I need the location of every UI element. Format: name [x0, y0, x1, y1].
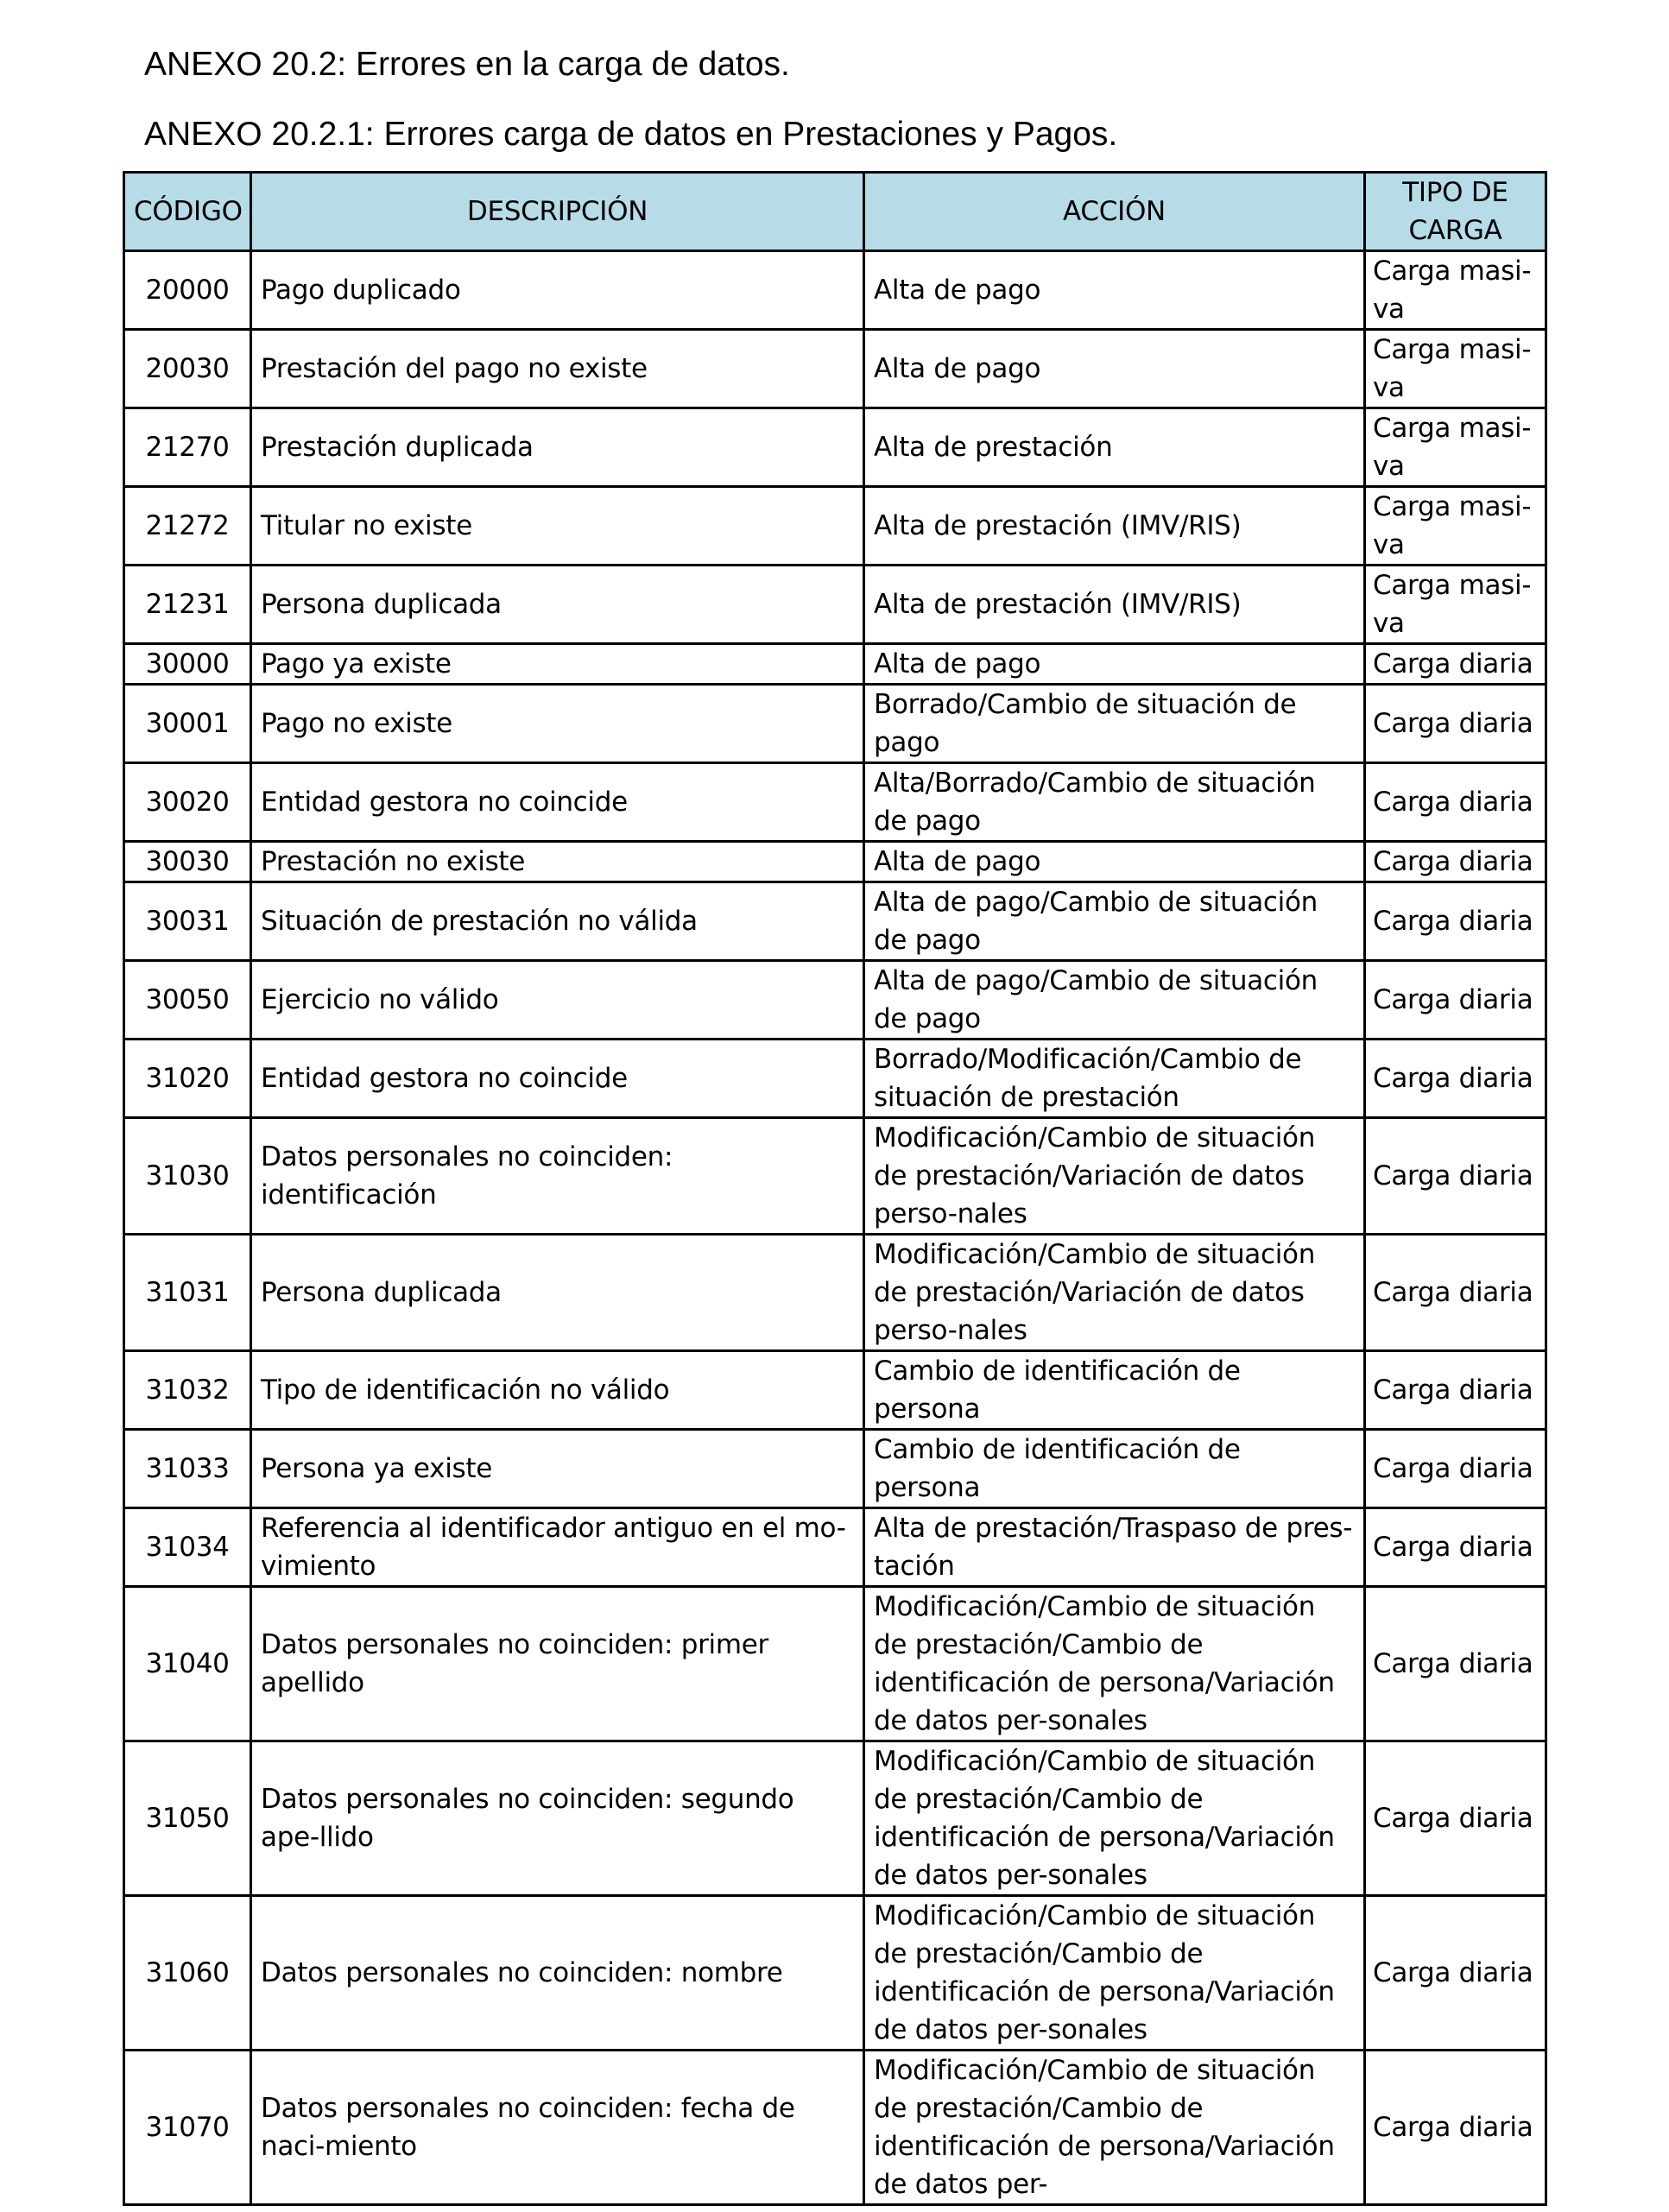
- cell-accion: Alta de prestación (IMV/RIS): [864, 487, 1365, 566]
- table-header: [124, 173, 1546, 251]
- table-row: [124, 1587, 1546, 1741]
- cell-descripcion: Persona duplicada: [251, 1235, 864, 1351]
- table-row: [124, 763, 1546, 842]
- table-row: [124, 2051, 1546, 2205]
- table-row: [124, 1430, 1546, 1508]
- cell-tipo-carga: Carga diaria: [1365, 644, 1546, 685]
- cell-accion: Alta de pago: [864, 644, 1365, 685]
- cell-codigo: 21272: [124, 487, 251, 566]
- table-row: [124, 1508, 1546, 1587]
- cell-codigo: 30000: [124, 644, 251, 685]
- header-row: [124, 173, 1546, 251]
- cell-descripcion: Prestación duplicada: [251, 408, 864, 487]
- table-row: [124, 487, 1546, 566]
- table-row: [124, 1118, 1546, 1235]
- cell-codigo: 31031: [124, 1235, 251, 1351]
- cell-codigo: 31032: [124, 1351, 251, 1430]
- header-codigo: CÓDIGO: [124, 173, 251, 251]
- cell-tipo-carga: Carga diaria: [1365, 1587, 1546, 1741]
- cell-descripcion: Pago no existe: [251, 685, 864, 763]
- cell-codigo: 21270: [124, 408, 251, 487]
- cell-descripcion: Pago ya existe: [251, 644, 864, 685]
- cell-descripcion: Persona ya existe: [251, 1430, 864, 1508]
- cell-codigo: 30020: [124, 763, 251, 842]
- cell-tipo-carga: Carga diaria: [1365, 1351, 1546, 1430]
- table-row: [124, 408, 1546, 487]
- cell-tipo-carga: Carga diaria: [1365, 2051, 1546, 2205]
- table-row: [124, 842, 1546, 882]
- cell-codigo: 31070: [124, 2051, 251, 2205]
- cell-tipo-carga: Carga masi-va: [1365, 330, 1546, 408]
- cell-accion: Borrado/Modificación/Cambio de situación de prestación: [864, 1040, 1365, 1118]
- cell-codigo: 31030: [124, 1118, 251, 1235]
- cell-descripcion: Persona duplicada: [251, 566, 864, 644]
- header-accion: ACCIÓN: [864, 173, 1365, 251]
- table-row: [124, 1351, 1546, 1430]
- cell-tipo-carga: Carga masi-va: [1365, 566, 1546, 644]
- cell-accion: Modificación/Cambio de situación de prestación/Variación de datos perso-nales: [864, 1118, 1365, 1235]
- cell-tipo-carga: Carga diaria: [1365, 1118, 1546, 1235]
- cell-tipo-carga: Carga diaria: [1365, 842, 1546, 882]
- cell-codigo: 30031: [124, 882, 251, 961]
- cell-tipo-carga: Carga diaria: [1365, 882, 1546, 961]
- table-row: [124, 961, 1546, 1040]
- cell-descripcion: Datos personales no coinciden: fecha de naci-miento: [251, 2051, 864, 2205]
- cell-tipo-carga: Carga diaria: [1365, 1896, 1546, 2051]
- cell-accion: Cambio de identificación de persona: [864, 1430, 1365, 1508]
- cell-descripcion: Entidad gestora no coincide: [251, 1040, 864, 1118]
- cell-descripcion: Situación de prestación no válida: [251, 882, 864, 961]
- cell-codigo: 31060: [124, 1896, 251, 2051]
- table-row: [124, 1040, 1546, 1118]
- cell-descripcion: Ejercicio no válido: [251, 961, 864, 1040]
- cell-codigo: 31034: [124, 1508, 251, 1587]
- cell-tipo-carga: Carga masi-va: [1365, 251, 1546, 330]
- cell-accion: Alta de pago: [864, 251, 1365, 330]
- cell-accion: Modificación/Cambio de situación de prestación/Cambio de identificación de persona/Variación de datos per-sonales: [864, 1587, 1365, 1741]
- table-row: [124, 566, 1546, 644]
- cell-accion: Modificación/Cambio de situación de prestación/Variación de datos perso-nales: [864, 1235, 1365, 1351]
- cell-descripcion: Prestación no existe: [251, 842, 864, 882]
- cell-codigo: 31050: [124, 1741, 251, 1896]
- cell-codigo: 20030: [124, 330, 251, 408]
- cell-descripcion: Titular no existe: [251, 487, 864, 566]
- cell-codigo: 30030: [124, 842, 251, 882]
- cell-descripcion: Pago duplicado: [251, 251, 864, 330]
- cell-tipo-carga: Carga diaria: [1365, 1741, 1546, 1896]
- cell-tipo-carga: Carga diaria: [1365, 1508, 1546, 1587]
- cell-accion: Alta de pago/Cambio de situación de pago: [864, 961, 1365, 1040]
- table-row: [124, 882, 1546, 961]
- table-row: [124, 1235, 1546, 1351]
- table-row: [124, 251, 1546, 330]
- cell-codigo: 30050: [124, 961, 251, 1040]
- cell-tipo-carga: Carga diaria: [1365, 763, 1546, 842]
- table-row: [124, 1741, 1546, 1896]
- cell-accion: Modificación/Cambio de situación de prestación/Cambio de identificación de persona/Variación de datos per-sonales: [864, 1741, 1365, 1896]
- cell-descripcion: Datos personales no coinciden: identificación: [251, 1118, 864, 1235]
- cell-codigo: 31020: [124, 1040, 251, 1118]
- cell-tipo-carga: Carga masi-va: [1365, 487, 1546, 566]
- table-body: [124, 251, 1546, 2205]
- table-row: [124, 1896, 1546, 2051]
- cell-descripcion: Prestación del pago no existe: [251, 330, 864, 408]
- cell-descripcion: Datos personales no coinciden: nombre: [251, 1896, 864, 2051]
- cell-tipo-carga: Carga diaria: [1365, 1235, 1546, 1351]
- cell-tipo-carga: Carga masi-va: [1365, 408, 1546, 487]
- cell-codigo: 20000: [124, 251, 251, 330]
- cell-descripcion: Datos personales no coinciden: segundo ape-llido: [251, 1741, 864, 1896]
- cell-accion: Alta de prestación: [864, 408, 1365, 487]
- cell-codigo: 30001: [124, 685, 251, 763]
- annex-title: ANEXO 20.2: Errores en la carga de datos.: [144, 46, 790, 83]
- cell-accion: Alta de pago/Cambio de situación de pago: [864, 882, 1365, 961]
- cell-accion: Alta de prestación/Traspaso de pres-tación: [864, 1508, 1365, 1587]
- cell-accion: Borrado/Cambio de situación de pago: [864, 685, 1365, 763]
- cell-accion: Cambio de identificación de persona: [864, 1351, 1365, 1430]
- table-row: [124, 685, 1546, 763]
- cell-codigo: 31040: [124, 1587, 251, 1741]
- table-row: [124, 330, 1546, 408]
- cell-accion: Alta/Borrado/Cambio de situación de pago: [864, 763, 1365, 842]
- cell-accion: Alta de pago: [864, 842, 1365, 882]
- cell-accion: Alta de prestación (IMV/RIS): [864, 566, 1365, 644]
- cell-accion: Modificación/Cambio de situación de prestación/Cambio de identificación de persona/Variación de datos per-: [864, 2051, 1365, 2205]
- cell-accion: Modificación/Cambio de situación de prestación/Cambio de identificación de persona/Variación de datos per-sonales: [864, 1896, 1365, 2051]
- errors-table: [123, 171, 1547, 2206]
- cell-descripcion: Datos personales no coinciden: primer apellido: [251, 1587, 864, 1741]
- cell-accion: Alta de pago: [864, 330, 1365, 408]
- header-tipo-line2: CARGA: [1408, 215, 1502, 246]
- table-row: [124, 644, 1546, 685]
- subannex-title: ANEXO 20.2.1: Errores carga de datos en Prestaciones y Pagos.: [144, 116, 1118, 153]
- cell-tipo-carga: Carga diaria: [1365, 1040, 1546, 1118]
- header-tipo-line1: TIPO DE: [1402, 177, 1508, 208]
- cell-codigo: 21231: [124, 566, 251, 644]
- cell-tipo-carga: Carga diaria: [1365, 961, 1546, 1040]
- header-descripcion: DESCRIPCIÓN: [251, 173, 864, 251]
- cell-tipo-carga: Carga diaria: [1365, 1430, 1546, 1508]
- cell-descripcion: Entidad gestora no coincide: [251, 763, 864, 842]
- header-tipo-carga: [1365, 173, 1546, 251]
- cell-descripcion: Tipo de identificación no válido: [251, 1351, 864, 1430]
- cell-descripcion: Referencia al identificador antiguo en el mo-vimiento: [251, 1508, 864, 1587]
- cell-codigo: 31033: [124, 1430, 251, 1508]
- cell-tipo-carga: Carga diaria: [1365, 685, 1546, 763]
